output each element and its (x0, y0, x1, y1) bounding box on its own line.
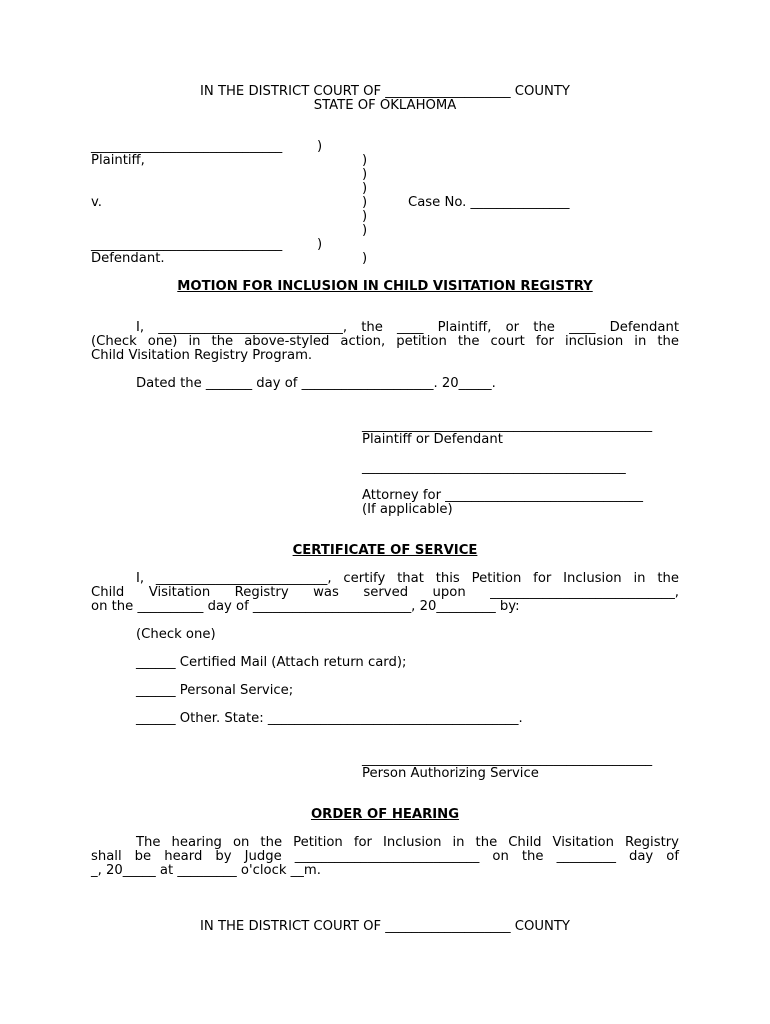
if-applicable-label: (If applicable) (362, 502, 453, 517)
plaintiff-name-blank: _____________________________ (91, 139, 283, 154)
caption-paren: ) (362, 153, 368, 168)
check-one-label: (Check one) (136, 627, 216, 642)
party-signature-line: ____________________________________________ (362, 418, 653, 433)
motion-text-line-3: Child Visitation Registry Program. (91, 348, 313, 363)
caption-paren: ) (362, 181, 368, 196)
service-option-personal: ______ Personal Service; (136, 683, 294, 698)
footer-court-heading: IN THE DISTRICT COURT OF ___________________ COUNTY (200, 919, 570, 934)
motion-text-line-1: I, ____________________________, the ____ Plaintiff, or the ____ Defendant (136, 320, 679, 335)
certificate-text-line-1: I, __________________________, certify that this Petition for Inclusion in the (136, 571, 679, 586)
caption-paren: ) (362, 251, 368, 266)
order-text-line-2: shall be heard by Judge ____________________________ on the _________ day of (91, 849, 679, 864)
order-text-line-1: The hearing on the Petition for Inclusion in the Child Visitation Registry (136, 835, 679, 850)
caption-paren: ) (362, 195, 368, 210)
state-heading: STATE OF OKLAHOMA (313, 98, 457, 113)
caption-paren: ) (317, 237, 323, 252)
service-option-certified-mail: ______ Certified Mail (Attach return card); (136, 655, 407, 670)
service-option-other: ______ Other. State: ______________________________________. (136, 711, 523, 726)
caption-paren: ) (362, 209, 368, 224)
motion-title: MOTION FOR INCLUSION IN CHILD VISITATION REGISTRY (177, 279, 593, 294)
caption-paren: ) (362, 167, 368, 182)
certificate-text-line-2: Child Visitation Registry was served upon ____________________________, (91, 585, 679, 600)
defendant-label: Defendant. (91, 251, 165, 266)
certificate-title: CERTIFICATE OF SERVICE (292, 543, 478, 558)
caption-paren: ) (362, 223, 368, 238)
defendant-name-blank: _____________________________ (91, 237, 283, 252)
certificate-text-line-3: on the __________ day of ________________________, 20_________ by: (91, 599, 520, 614)
order-title: ORDER OF HEARING (310, 807, 460, 822)
service-signature-label: Person Authorizing Service (362, 766, 539, 781)
service-signature-line: ____________________________________________ (362, 752, 653, 767)
caption-paren: ) (317, 139, 323, 154)
court-heading: IN THE DISTRICT COURT OF ___________________ COUNTY (200, 84, 570, 99)
versus-label: v. (91, 195, 102, 210)
plaintiff-label: Plaintiff, (91, 153, 145, 168)
motion-text-line-2: (Check one) in the above-styled action, petition the court for inclusion in the (91, 334, 679, 349)
attorney-signature-line: ________________________________________ (362, 460, 626, 475)
order-text-line-3: _, 20_____ at _________ o'clock __m. (91, 863, 321, 878)
attorney-for-line: Attorney for ______________________________ (362, 488, 643, 503)
case-number-field: Case No. _______________ (408, 195, 570, 210)
party-signature-label: Plaintiff or Defendant (362, 432, 503, 447)
motion-dated-line: Dated the _______ day of ____________________. 20_____. (136, 376, 496, 391)
